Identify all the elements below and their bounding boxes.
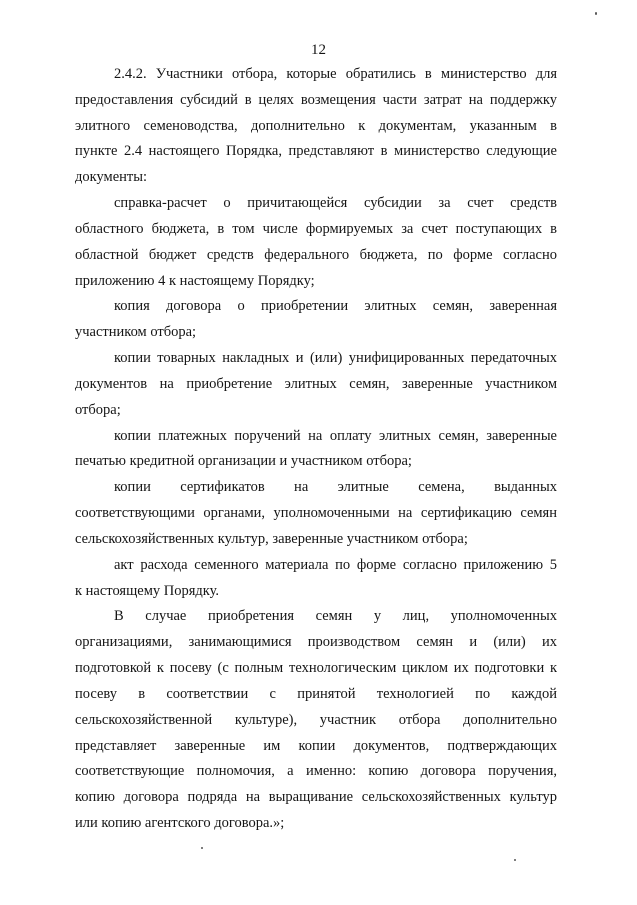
text-line: или копию агентского договора.»; [75, 815, 285, 832]
text-line: копии сертификатов на элитные семена, выданных [114, 479, 557, 496]
text-line: документов на приобретение элитных семян, заверенные участником [75, 375, 557, 392]
paragraph [75, 346, 557, 423]
paragraph [75, 294, 557, 346]
text-line: предоставления субсидий в целях возмещения части затрат на поддержку [75, 91, 557, 108]
text-line: копии товарных накладных и (или) унифицированных передаточных [114, 350, 557, 367]
text-line: 2.4.2. Участники отбора, которые обратились в министерство для [114, 66, 557, 82]
text-line: организациями, занимающимися производством семян и (или) их [75, 634, 557, 651]
text-line: участником отбора; [75, 324, 197, 341]
text-line: копию договора подряда на выращивание сельскохозяйственных культур [75, 789, 557, 806]
text-line: копии платежных поручений на оплату элитных семян, заверенные [114, 427, 557, 444]
text-line: документы: [75, 169, 148, 186]
text-line: печатью кредитной организации и участником отбора; [75, 453, 412, 470]
text-line: сельскохозяйственной культуре), участник отбора дополнительно [75, 711, 557, 728]
text-line: сельскохозяйственных культур, заверенные участником отбора; [75, 530, 468, 547]
scan-speck [514, 859, 516, 861]
text-line: соответствующие полномочия, а именно: копию договора поручения, [75, 763, 557, 780]
paragraph [75, 604, 557, 836]
text-line: отбора; [75, 401, 121, 418]
text-line: элитного семеноводства, дополнительно к документам, указанным в [75, 117, 557, 134]
text-line: посеву в соответствии с принятой технологией по каждой [75, 685, 557, 702]
paragraph [75, 62, 557, 191]
text-line: областной бюджет средств федерального бюджета, по форме согласно [75, 246, 557, 263]
paragraph [75, 424, 557, 476]
text-line: приложению 4 к настоящему Порядку; [75, 272, 315, 289]
text-line: пункте 2.4 настоящего Порядка, представляют в министерство следующие [75, 143, 557, 160]
text-line: областного бюджета, в том числе формируемых за счет поступающих в [75, 220, 557, 237]
text-line: представляет заверенные им копии документов, подтверждающих [75, 737, 557, 754]
paragraph [75, 475, 557, 552]
paragraph [75, 553, 557, 605]
text-line: справка-расчет о причитающейся субсидии за счет средств [114, 195, 557, 212]
text-line: подготовкой к посеву (с полным технологическим циклом их подготовки к [75, 660, 557, 677]
scan-speck [201, 847, 203, 849]
paragraph [75, 191, 557, 294]
page-number: 12 [311, 42, 326, 58]
text-line: соответствующими органами, уполномоченными на сертификацию семян [75, 505, 557, 522]
text-line: В случае приобретения семян у лиц, уполномоченных [114, 608, 557, 625]
text-line: к настоящему Порядку. [75, 582, 220, 599]
text-line: акт расхода семенного материала по форме согласно приложению 5 [114, 556, 557, 573]
text-line: копия договора о приобретении элитных семян, заверенная [114, 298, 557, 315]
document-body [75, 62, 557, 837]
scan-speck [595, 12, 597, 15]
